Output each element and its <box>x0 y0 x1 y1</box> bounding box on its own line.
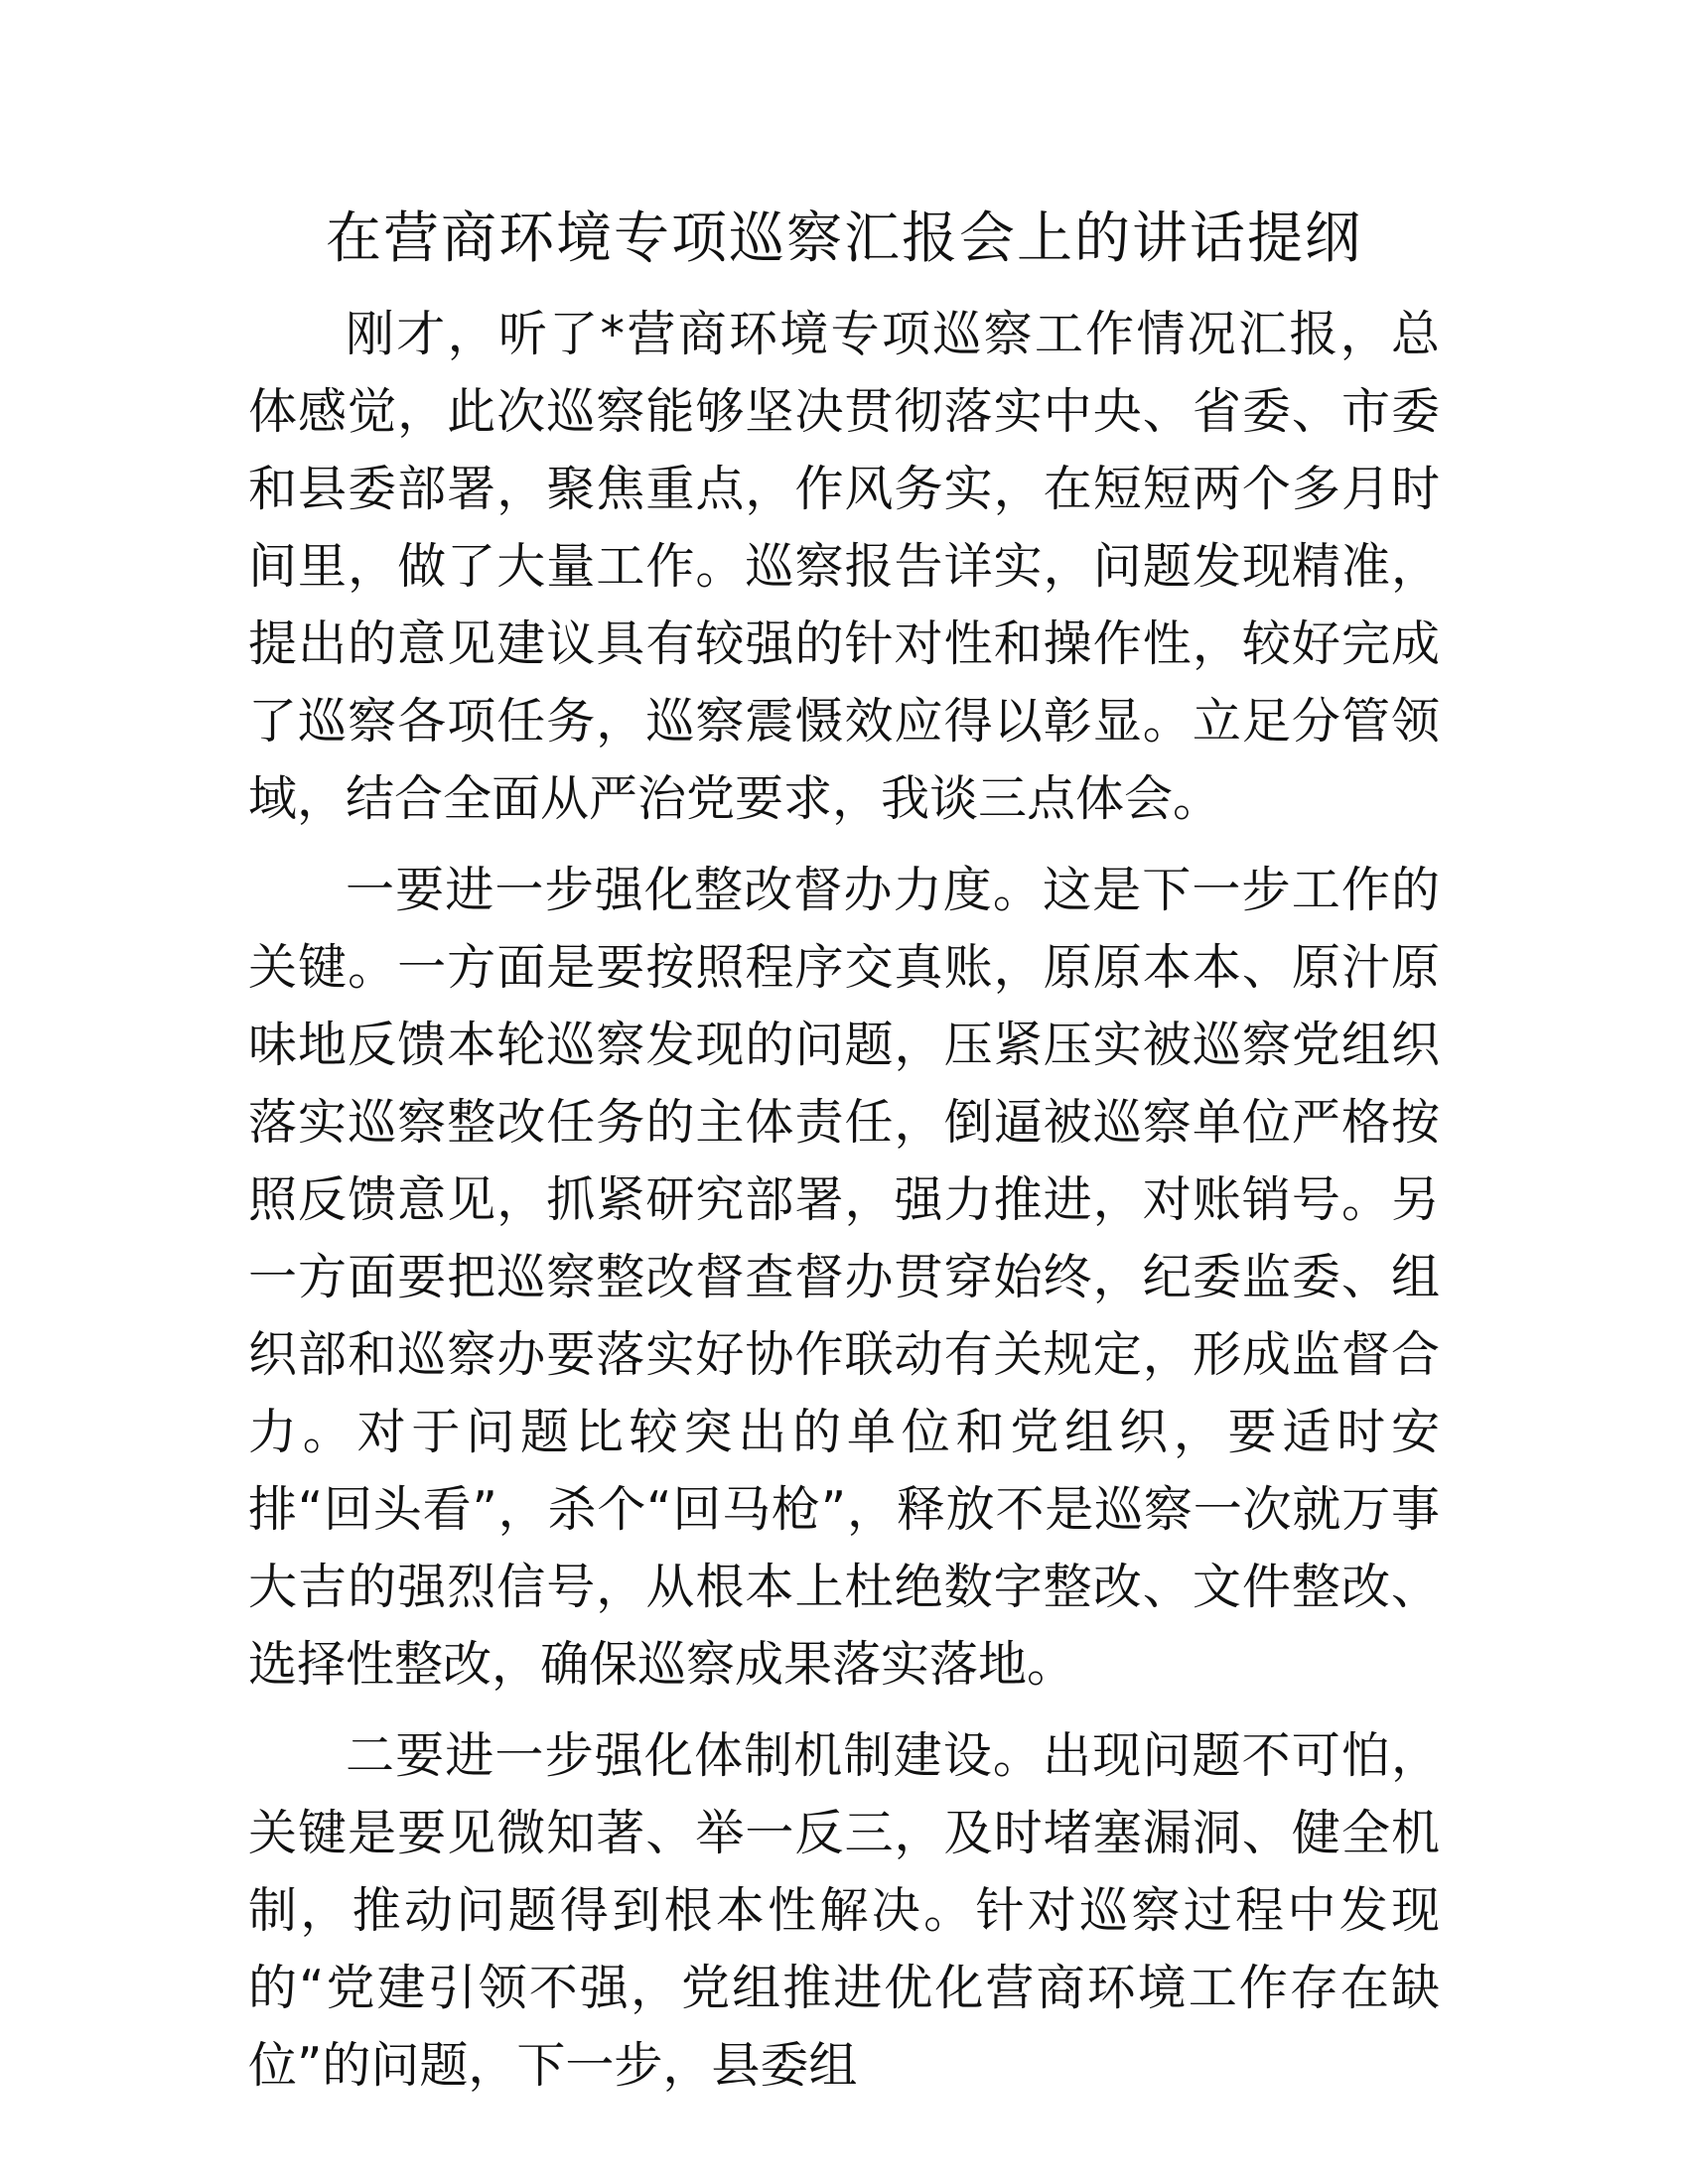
paragraph-point-one: 一要进一步强化整改督办力度。这是下一步工作的关键。一方面是要按照程序交真账，原原本本、原汁原味地反馈本轮巡察发现的问题，压紧压实被巡察党组织落实巡察整改任务的主体责任，倒逼被巡察单位严格按照反馈意见，抓紧研究部署，强力推进，对账销号。另一方面要把巡察整改督查督办贯穿始终，纪委监委、组织部和巡察办要落实好协作联动有关规定，形成监督合力。对于问题比较突出的单位和党组织，要适时安排“回头看”，杀个“回马枪”，释放不是巡察一次就万事大吉的强烈信号，从根本上杜绝数字整改、文件整改、选择性整改，确保巡察成果落实落地。 <box>248 862 1440 1693</box>
paragraph-point-two: 二要进一步强化体制机制建设。出现问题不可怕，关键是要见微知著、举一反三，及时堵塞漏洞、健全机制，推动问题得到根本性解决。针对巡察过程中发现的“党建引领不强，党组推进优化营商环境工作存在缺位”的问题，下一步，县委组 <box>248 1727 1440 2094</box>
document-body <box>248 296 1440 2118</box>
paragraph-intro: 刚才，听了*营商环境专项巡察工作情况汇报，总体感觉，此次巡察能够坚决贯彻落实中央、省委、市委和县委部署，聚焦重点，作风务实，在短短两个多月时间里，做了大量工作。巡察报告详实，问题发现精准，提出的意见建议具有较强的针对性和操作性，较好完成了巡察各项任务，巡察震慑效应得以彰显。立足分管领域，结合全面从严治党要求，我谈三点体会。 <box>248 306 1440 827</box>
document-title: 在营商环境专项巡察汇报会上的讲话提纲 <box>326 206 1362 271</box>
